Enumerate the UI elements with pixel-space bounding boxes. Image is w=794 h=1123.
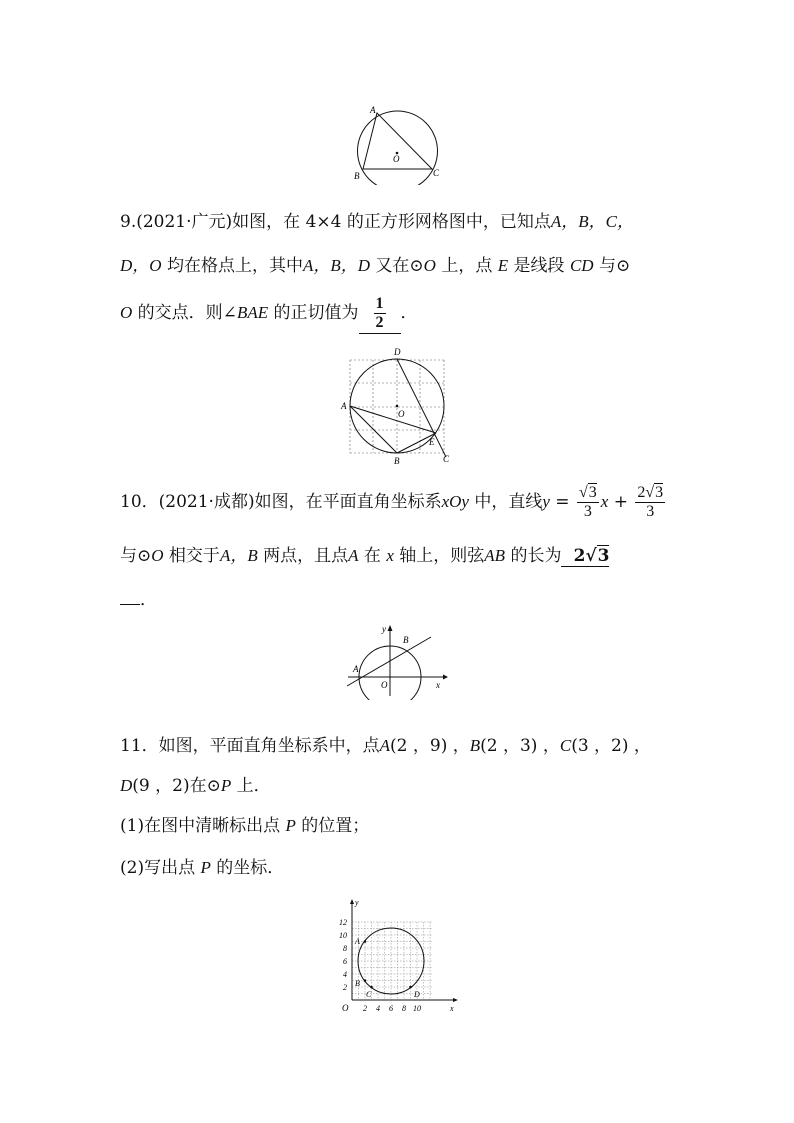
q11-line2 xyxy=(120,776,271,796)
q9-points-do: D，O xyxy=(120,256,162,275)
q11-point-d: D xyxy=(120,776,133,795)
q10-points-ab: A，B xyxy=(219,546,258,565)
q11-coord-a: (2 ，9) ， xyxy=(390,736,470,756)
q10-frac1-rad: 3 xyxy=(588,484,597,501)
plane-label-y: y xyxy=(355,898,359,907)
plane-label-o: O xyxy=(342,1003,349,1013)
grid-label-e: E xyxy=(429,437,435,447)
figure-grid-circle xyxy=(340,345,460,467)
q9-points-abd: A，B，D xyxy=(302,256,371,275)
q9-point-e: E xyxy=(497,256,509,275)
coord-label-o: O xyxy=(381,680,388,690)
y-tick-6: 6 xyxy=(343,957,347,966)
grid-label-o: O xyxy=(398,409,405,419)
q11-coord-b: (2 ，3) ， xyxy=(480,736,560,756)
q11-number: 11 xyxy=(120,736,142,756)
q9-text-a: 均在格点上，其中 xyxy=(161,256,303,276)
label-b: B xyxy=(354,171,360,181)
x-tick-2: 2 xyxy=(363,1004,367,1013)
coord-label-b: B xyxy=(403,635,409,645)
q10-line3 xyxy=(120,590,157,610)
plane-x-arrow xyxy=(453,998,458,1002)
y-tick-4: 4 xyxy=(343,970,347,979)
y-tick-8: 8 xyxy=(343,944,347,953)
circle-o xyxy=(358,111,438,185)
q10-text-h: 的长为 xyxy=(505,546,562,566)
q11-line1 xyxy=(120,736,651,756)
q11-sub2-point-p: P xyxy=(200,858,211,877)
q9-answer-fraction xyxy=(374,295,386,332)
q11-text-a: ．如图，平面直角坐标系中，点 xyxy=(141,736,380,756)
q9-text-c: 上，点 xyxy=(435,256,498,276)
q9-text-f: 的交点．则∠ xyxy=(132,303,237,323)
q10-answer-continued xyxy=(120,604,140,605)
q11-point-a: A xyxy=(379,736,391,755)
plane-label-a: A xyxy=(355,937,360,946)
q11-sub2 xyxy=(120,858,284,878)
q9-text-b: 又在⊙ xyxy=(370,256,424,276)
x-tick-6: 6 xyxy=(389,1004,393,1013)
q9-circle-o2: O xyxy=(120,303,133,322)
plane-label-c: C xyxy=(366,990,372,999)
q11-text-b: 上． xyxy=(231,776,271,796)
q9-text-d: 是线段 xyxy=(508,256,570,276)
q10-number: 10 xyxy=(120,492,142,512)
y-axis-arrow xyxy=(388,625,393,631)
q11-sub2-text-a: (2)写出点 xyxy=(120,858,201,878)
q10-answer-rad: 3 xyxy=(597,546,610,566)
q10-line2 xyxy=(120,546,609,567)
q10-frac1-num: √3 xyxy=(578,484,597,501)
q10-text-f: 在 xyxy=(358,546,387,566)
coord-label-x: x xyxy=(436,680,440,690)
plane-label-b: B xyxy=(355,979,360,988)
q11-sub1-point-p: P xyxy=(285,816,296,835)
q10-line1 xyxy=(120,480,667,524)
plane-y-arrow xyxy=(350,899,354,904)
q10-eq-y: y xyxy=(542,492,550,511)
q9-segment-cd: CD xyxy=(569,256,594,275)
label-c: C xyxy=(433,168,440,178)
q9-points-abc: A，B，C， xyxy=(550,212,634,231)
q9-number: 9 xyxy=(120,212,131,232)
x-tick-10: 10 xyxy=(413,1004,421,1013)
figure-coord-circle xyxy=(343,622,453,700)
q10-chord-ab: AB xyxy=(484,546,506,565)
coord-label-a: A xyxy=(353,664,359,674)
q10-end: ． xyxy=(140,590,157,610)
q9-answer-num: 1 xyxy=(375,295,384,312)
q10-frac2-coef: 2 xyxy=(637,484,646,501)
q10-text-d: 相交于 xyxy=(163,546,220,566)
q10-text-b: 中，直线 xyxy=(468,492,543,512)
x-tick-4: 4 xyxy=(376,1004,380,1013)
q10-answer-coef: 2 xyxy=(573,546,586,566)
q11-sub1-text-b: 的位置； xyxy=(295,816,370,836)
q10-text-a: ．(2021·成都)如图，在平面直角坐标系 xyxy=(141,492,442,512)
q11-sub1-text-a: (1)在图中清晰标出点 xyxy=(120,816,286,836)
q11-point-c: C xyxy=(559,736,572,755)
coord-label-y: y xyxy=(382,624,386,634)
q10-frac2-den: 3 xyxy=(646,503,655,520)
q10-text-c: 与⊙ xyxy=(120,546,152,566)
q9-line2 xyxy=(120,256,630,276)
q9-end: ． xyxy=(400,303,418,323)
q11-point-b: B xyxy=(469,736,481,755)
q9-line1-text: .(2021·广元)如图，在 4×4 的正方形网格图中，已知点 xyxy=(130,212,551,232)
x-tick-8: 8 xyxy=(402,1004,406,1013)
y-tick-2: 2 xyxy=(343,983,347,992)
q9-line3 xyxy=(120,293,418,334)
grid-label-b: B xyxy=(394,456,400,466)
q10-frac2-num: 2√3 xyxy=(637,484,664,501)
plane-label-d: D xyxy=(414,990,420,999)
q11-circle-p: P xyxy=(220,776,232,795)
q10-coord-system: xOy xyxy=(441,492,469,511)
figure-grid-plane xyxy=(332,895,462,1020)
plane-grid xyxy=(352,922,432,1000)
label-a: A xyxy=(370,105,376,115)
q10-frac2-rad: 3 xyxy=(655,484,664,501)
grid-center-dot xyxy=(396,405,399,408)
q10-frac1 xyxy=(577,484,599,521)
q10-circle-o: O xyxy=(151,546,164,565)
q9-text-e: 与⊙ xyxy=(593,256,631,276)
q11-sub1 xyxy=(120,816,369,836)
grid-label-d: D xyxy=(394,347,401,357)
q9-text-g: 的正切值为 xyxy=(268,303,359,323)
figure-circle-triangle xyxy=(350,100,445,185)
y-tick-10: 10 xyxy=(339,931,347,940)
line-ab xyxy=(347,637,431,686)
plane-label-x: x xyxy=(450,1004,454,1013)
q11-coord-c: (3 ，2) ， xyxy=(571,736,651,756)
q10-eq-plus: + xyxy=(608,492,634,512)
q10-point-a: A xyxy=(348,546,359,565)
q11-coord-d: (9 ，2)在⊙ xyxy=(132,776,221,796)
y-tick-12: 12 xyxy=(339,918,347,927)
q10-eq-equals: = xyxy=(549,492,575,512)
q9-circle-o: O xyxy=(423,256,436,275)
grid-label-a: A xyxy=(341,401,347,411)
x-tick-labels xyxy=(363,1004,421,1013)
y-tick-labels xyxy=(339,918,347,992)
q10-text-e: 两点，且点 xyxy=(257,546,349,566)
grid-label-c: C xyxy=(443,454,450,464)
plane-points xyxy=(364,940,412,988)
q10-frac2 xyxy=(635,484,665,521)
q10-x-axis: x xyxy=(386,546,394,565)
q9-answer xyxy=(359,293,401,334)
q9-angle: BAE xyxy=(236,303,269,322)
q11-sub2-text-b: 的坐标． xyxy=(210,858,285,878)
x-axis-arrow xyxy=(443,675,448,680)
q10-answer: 2√3 xyxy=(561,546,609,567)
label-o: O xyxy=(393,154,400,164)
q10-text-g: 轴上，则弦 xyxy=(393,546,485,566)
q9-line1 xyxy=(120,212,634,232)
q9-answer-den: 2 xyxy=(375,314,384,331)
q10-frac1-den: 3 xyxy=(583,503,592,520)
q10-eq-x: x xyxy=(600,492,609,511)
